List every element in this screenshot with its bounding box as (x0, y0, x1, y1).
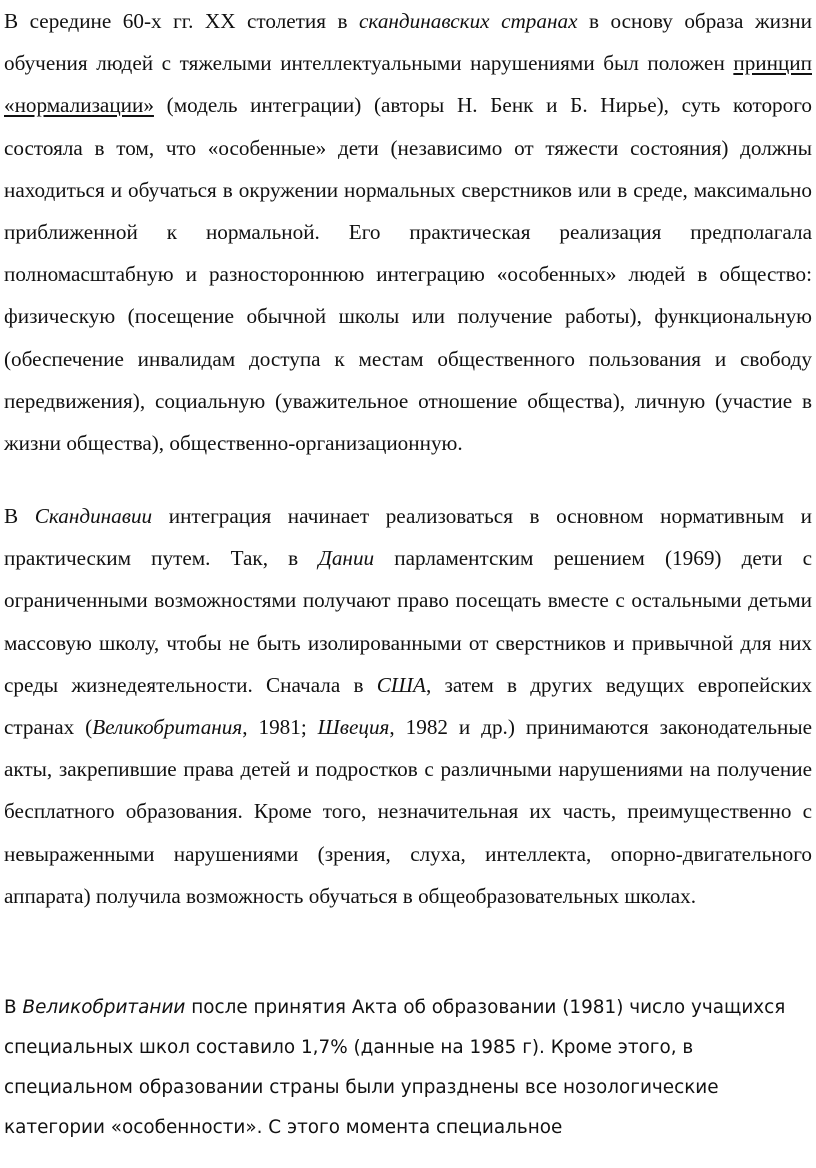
text-segment: , 1981; (242, 715, 318, 740)
italic-term: Швеция (317, 715, 390, 740)
text-segment: В (4, 504, 35, 528)
text-segment: , 1982 и др.) принимаются законодательные акты, закрепившие права детей и подростков с различными нарушениями на получение бесплатного образования. Кроме того, незначительная их часть, преимущественно с невыраженными нарушениями (зрения, слуха, интеллекта, опорно-двигательного аппарата) получила возможность обучаться в общеобразовательных школах. (4, 715, 812, 908)
text-segment: после принятия Акта об образовании (1981) число учащихся специальных школ составило 1,7% (данные на 1985 г). Кроме этого, в специальном образовании страны были упразднены все нозологические категории «особенности». С этого момента специальное (4, 997, 786, 1138)
text-segment: В середине 60-х гг. XX столетия в (4, 9, 360, 33)
text-segment: , затем в других ведущих европейских странах ( (4, 672, 812, 740)
underlined-term: принцип «нормализации» (4, 51, 812, 118)
italic-term: США (376, 672, 426, 697)
text-segment: в основу образа жизни обучения людей с тяжелыми интеллектуальными нарушениями был положен (4, 9, 812, 76)
italic-term: Великобритания (92, 715, 243, 740)
text-segment: (модель интеграции) (авторы Н. Бенк и Б. Нирье), суть которого состояла в том, что «особенные» дети (независимо от тяжести состояния) должны находиться и обучаться в окружении нормальных сверстников или в среде, максимально приближенной к нормальной. Его практическая реализация предполагала полномасштабную и разностороннюю интеграцию «особенных» людей в общество: физическую (посещение обычной школы или получение работы), функциональную (обеспечение инвалидам доступа к местам общественного пользования и свободу передвижения), социальную (уважительное отношение общества), личную (участие в жизни общества), общественно-организационную. (4, 93, 812, 456)
italic-term: Дании (318, 546, 375, 571)
paragraph-scandinavia-integration (4, 495, 812, 917)
italic-term: Великобритании (22, 997, 186, 1018)
text-segment: В (4, 997, 23, 1018)
italic-term: Скандинавии (34, 504, 153, 528)
text-segment: интеграция начинает реализоваться в основном нормативным и практическим путем. Так, в (4, 504, 812, 571)
italic-term: скандинавских странах (359, 9, 578, 33)
text-segment: парламентским решением (1969) дети с ограниченными возможностями получают право посещать вместе с остальными детьми массовую школу, чтобы не быть изолированными от сверстников и привычной для них среды жизнедеятельности. Сначала в (4, 546, 812, 697)
paragraph-normalization-principle (4, 0, 812, 464)
paragraph-great-britain (4, 988, 812, 1148)
